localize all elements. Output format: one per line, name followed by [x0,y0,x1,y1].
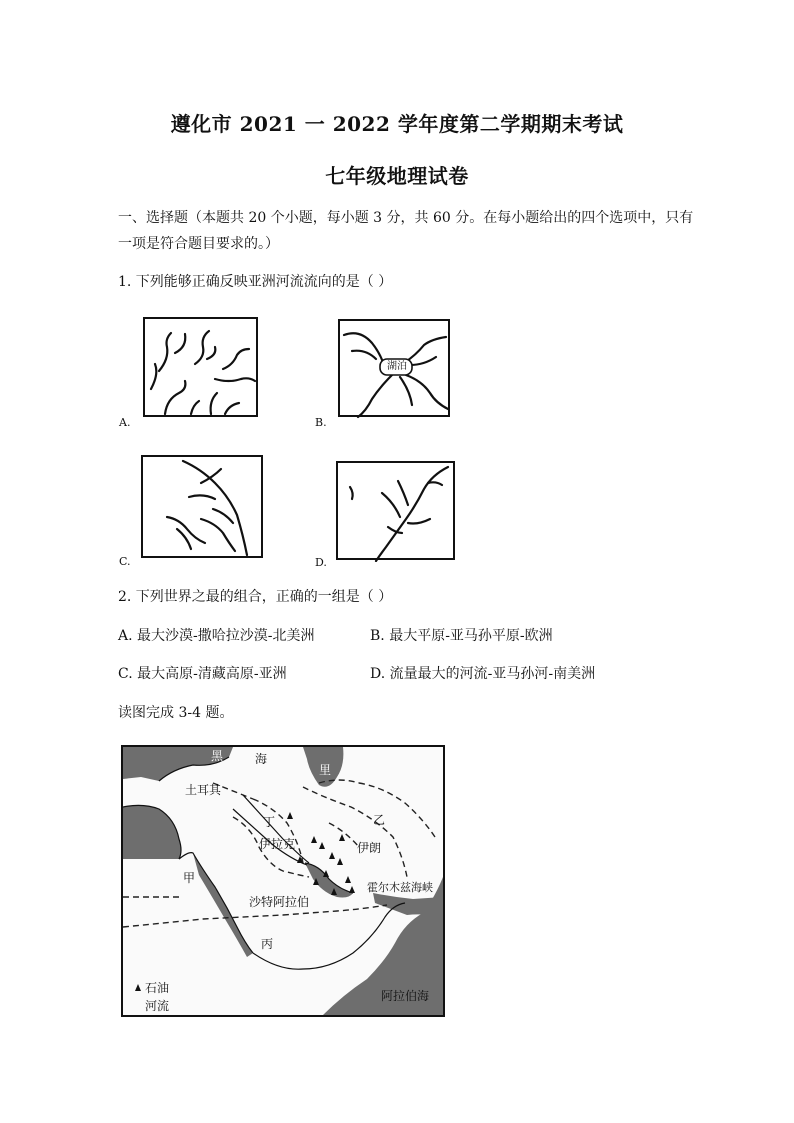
exam-subtitle: 七年级地理试卷 [325,164,469,188]
map-label-bing: 丙 [261,937,274,951]
option-a-label: A. [119,416,131,429]
map-label-sea: 海 [255,752,268,766]
map-label-jia: 甲 [183,871,196,885]
option-c-label: C. [119,555,131,568]
option-b-river-map [338,319,450,417]
map-label-arabian-sea: 阿拉伯海 [381,989,430,1003]
map-label-hormuz-strait: 霍尔木兹海峡 [367,881,433,894]
map-label-yi: 乙 [373,813,386,827]
option-c-river-map [141,455,263,558]
question-2-stem: 2. 下列世界之最的组合，正确的一组是（ ） [118,589,393,605]
question-2-option-a: A. 最大沙漠-撒哈拉沙漠-北美洲 [118,628,315,644]
question-2-option-d: D. 流量最大的河流-亚马孙河-南美洲 [370,666,596,682]
question-2-option-c: C. 最大高原-清藏高原-亚洲 [118,666,287,682]
map-label-iran: 伊朗 [357,841,382,855]
lake-label: 湖泊 [387,361,407,372]
map-label-iraq: 伊拉克 [259,837,296,851]
question-1-stem: 1. 下列能够正确反映亚洲河流流向的是（ ） [118,274,393,290]
map-label-turkey: 土耳其 [185,783,222,797]
exam-title: 遵化市 2021 一 2022 学年度第二学期期末考试 [170,112,624,136]
option-b-label: B. [315,416,327,429]
option-d-label: D. [315,556,327,569]
question-2-option-b: B. 最大平原-亚马孙平原-欧洲 [370,628,553,644]
map-label-saudi-arabia: 沙特阿拉伯 [249,895,310,909]
option-d-river-map [336,461,455,560]
question-3-4-intro: 读图完成 3-4 题。 [118,705,234,721]
middle-east-map [121,745,445,1017]
section-heading-line1: 一、选择题（本题共 20 个小题，每小题 3 分，共 60 分。在每小题给出的四个选项中，只有 [118,210,694,226]
legend-river-label: 河流 [145,999,170,1013]
map-label-caspian: 里 [319,763,332,777]
map-label-black: 黑 [211,749,224,763]
section-heading-line2: 一项是符合题目要求的。） [118,236,279,252]
legend-oil-label: 石油 [145,981,170,995]
map-label-ding: 丁 [263,815,276,829]
option-a-river-map [143,317,258,417]
